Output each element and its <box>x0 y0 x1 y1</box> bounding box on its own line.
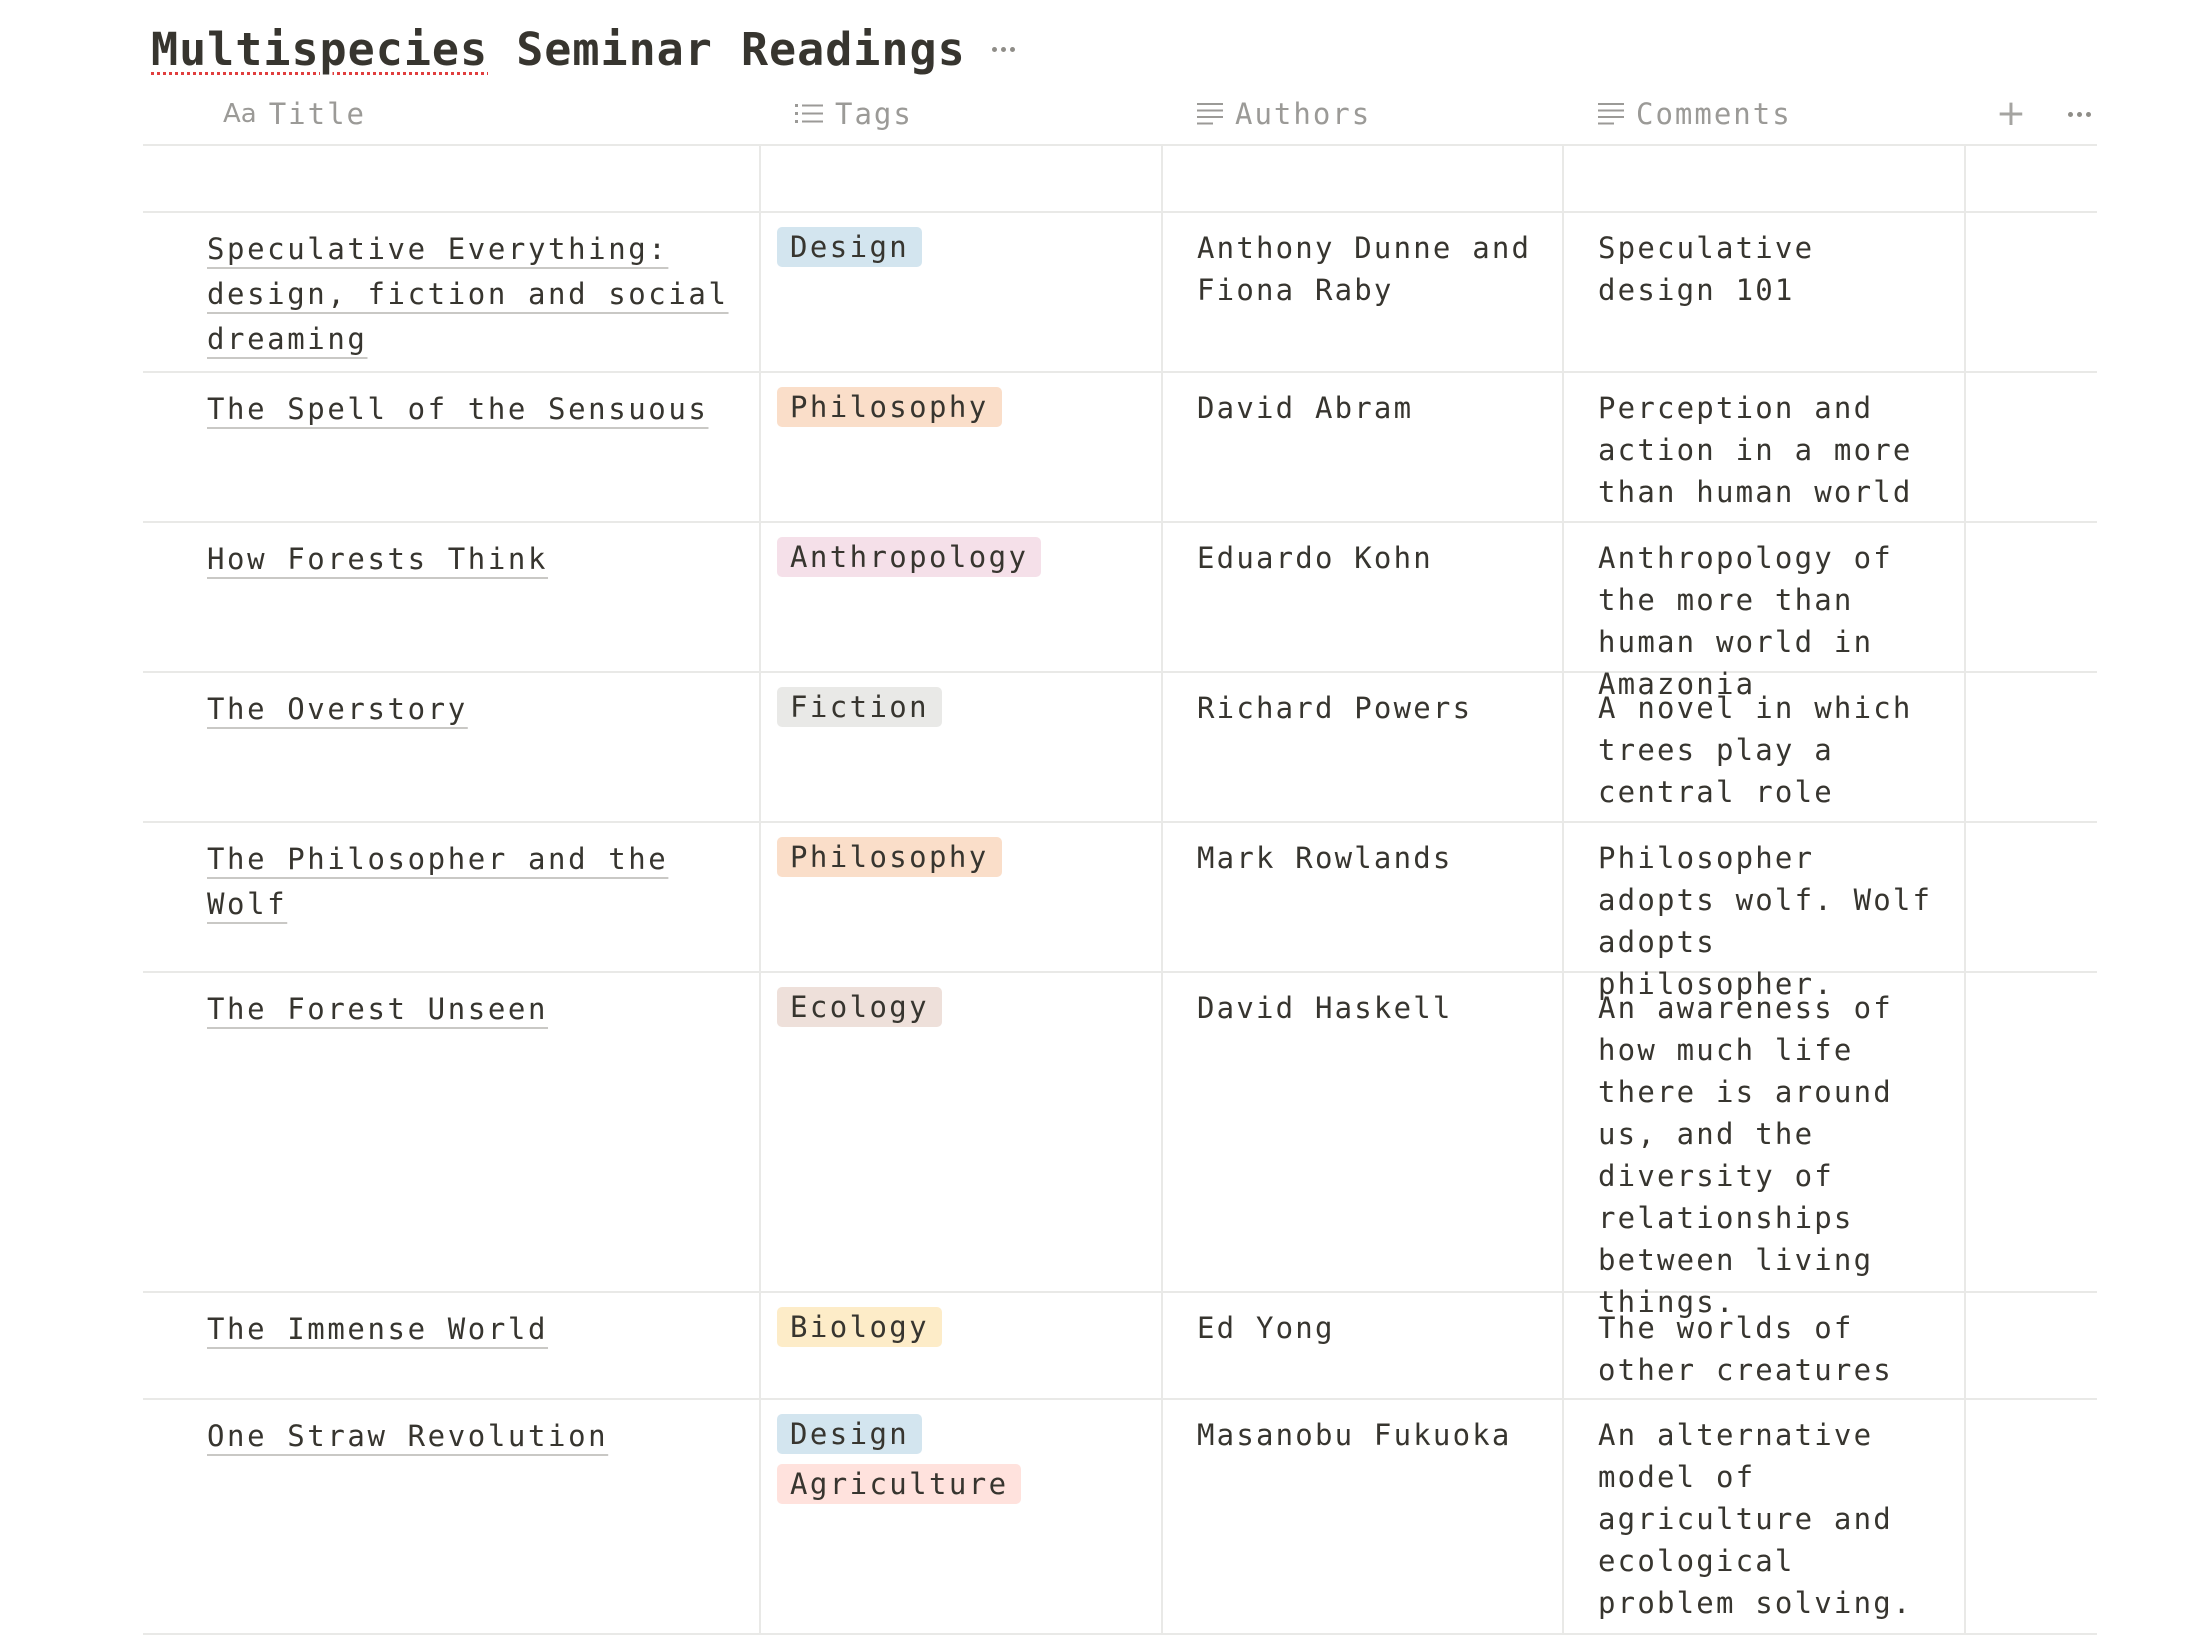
cell-title[interactable] <box>143 373 761 521</box>
cell-extra <box>1966 823 2097 971</box>
cell-comments[interactable] <box>1564 823 1966 1001</box>
cell-authors[interactable] <box>1163 1293 1564 1398</box>
row-title-link[interactable]: The Philosopher and the Wolf <box>207 842 669 921</box>
cell-authors[interactable] <box>1163 823 1564 971</box>
row-title-link[interactable]: How Forests Think <box>207 542 549 576</box>
cell-tags[interactable] <box>761 673 1163 821</box>
text-type-icon: Aa <box>223 99 257 129</box>
row-title-link[interactable]: The Forest Unseen <box>207 992 549 1026</box>
table-row[interactable] <box>143 823 2097 1001</box>
more-options-icon[interactable] <box>2068 112 2091 117</box>
tag-list <box>777 1414 1149 1504</box>
table-row[interactable] <box>143 673 2097 823</box>
cell-extra <box>1966 1400 2097 1633</box>
authors-text: Mark Rowlands <box>1197 841 1453 875</box>
cell-tags[interactable] <box>761 213 1163 371</box>
cell-extra <box>1966 1293 2097 1398</box>
authors-text: David Abram <box>1197 391 1414 425</box>
page-title[interactable] <box>151 23 966 76</box>
cell-tags[interactable] <box>761 1293 1163 1398</box>
list-icon <box>795 103 823 125</box>
tag-badge[interactable]: Anthropology <box>777 537 1041 577</box>
table-row[interactable] <box>143 373 2097 523</box>
cell-authors[interactable] <box>1163 1400 1564 1633</box>
table-row[interactable] <box>143 213 2097 373</box>
cell-tags[interactable] <box>761 823 1163 971</box>
tag-list <box>777 1307 1149 1347</box>
database-table <box>143 84 2097 1635</box>
tag-list <box>777 837 1149 877</box>
table-header <box>143 84 2097 146</box>
cell-title[interactable] <box>143 823 761 971</box>
table-row[interactable] <box>143 1293 2097 1400</box>
tag-list <box>777 387 1149 427</box>
comments-text: Philosopher adopts wolf. Wolf adopts philosopher. <box>1598 841 1952 1001</box>
cell-comments[interactable] <box>1564 213 1966 371</box>
title-more-icon[interactable] <box>992 29 1015 69</box>
text-icon <box>1197 102 1223 126</box>
tag-badge[interactable]: Biology <box>777 1307 942 1347</box>
header-tools <box>1966 84 2097 144</box>
cell-extra <box>1966 146 2097 211</box>
comments-text: Perception and action in a more than human world <box>1598 391 1933 509</box>
cell-title[interactable] <box>143 213 761 371</box>
cell-extra <box>1966 973 2097 1291</box>
tag-badge[interactable]: Philosophy <box>777 837 1002 877</box>
column-header-authors[interactable] <box>1163 84 1564 144</box>
cell-extra <box>1966 373 2097 521</box>
cell-tags[interactable] <box>761 973 1163 1291</box>
tag-badge[interactable]: Ecology <box>777 987 942 1027</box>
cell-tags[interactable] <box>761 373 1163 521</box>
authors-text: Eduardo Kohn <box>1197 541 1433 575</box>
table-row[interactable] <box>143 1400 2097 1635</box>
cell-extra <box>1966 213 2097 371</box>
cell-authors[interactable] <box>1163 213 1564 371</box>
row-title-link[interactable]: Speculative Everything: design, fiction and social dreaming <box>207 232 729 356</box>
add-property-icon[interactable]: + <box>1995 93 2028 134</box>
cell-authors[interactable] <box>1163 373 1564 521</box>
cell-authors[interactable] <box>1163 973 1564 1291</box>
cell-comments[interactable] <box>1564 673 1966 821</box>
cell-tags[interactable] <box>761 146 1163 211</box>
tag-badge[interactable]: Design <box>777 1414 922 1454</box>
page-title-word1: Multispecies <box>151 22 489 76</box>
authors-text: Anthony Dunne and Fiona Raby <box>1197 231 1551 307</box>
tag-list <box>777 687 1149 727</box>
cell-tags[interactable] <box>761 523 1163 671</box>
table-row[interactable] <box>143 973 2097 1319</box>
cell-comments[interactable] <box>1564 523 1966 701</box>
cell-extra <box>1966 523 2097 671</box>
row-title-link[interactable]: The Immense World <box>207 1312 549 1346</box>
text-icon <box>1598 102 1624 126</box>
cell-title[interactable] <box>143 146 761 211</box>
cell-extra <box>1966 673 2097 821</box>
column-header-title[interactable] <box>143 84 761 144</box>
column-header-comments[interactable] <box>1564 84 1966 144</box>
column-header-label: Comments <box>1636 97 1792 131</box>
cell-tags[interactable] <box>761 1400 1163 1633</box>
comments-text: Anthropology of the more than human world in Amazonia <box>1598 541 1913 701</box>
cell-comments[interactable] <box>1564 973 1966 1319</box>
comments-text: The worlds of other creatures <box>1598 1311 1893 1387</box>
cell-authors[interactable] <box>1163 146 1564 211</box>
column-header-tags[interactable] <box>761 84 1163 144</box>
cell-comments[interactable] <box>1564 373 1966 521</box>
cell-title[interactable] <box>143 1293 761 1398</box>
cell-title[interactable] <box>143 973 761 1291</box>
cell-comments[interactable] <box>1564 146 1966 211</box>
database-title-row <box>151 14 1015 84</box>
table-row-empty[interactable] <box>143 146 2097 213</box>
tag-list <box>777 537 1149 577</box>
tag-list <box>777 227 1149 267</box>
page-title-rest: Seminar Readings <box>488 22 966 76</box>
comments-text: A novel in which trees play a central role <box>1598 691 1933 809</box>
cell-authors[interactable] <box>1163 523 1564 671</box>
comments-text: An alternative model of agriculture and ecological problem solving. <box>1598 1418 1913 1620</box>
cell-comments[interactable] <box>1564 1400 1966 1633</box>
row-title-link[interactable]: The Overstory <box>207 692 468 726</box>
table-row[interactable] <box>143 523 2097 701</box>
table-body <box>143 213 2097 1635</box>
authors-text: Ed Yong <box>1197 1311 1335 1345</box>
comments-text: Speculative design 101 <box>1598 231 1834 307</box>
cell-title[interactable] <box>143 1400 761 1633</box>
tag-badge[interactable]: Philosophy <box>777 387 1002 427</box>
column-header-label: Tags <box>835 97 913 131</box>
authors-text: Masanobu Fukuoka <box>1197 1418 1512 1452</box>
authors-text: Richard Powers <box>1197 691 1473 725</box>
cell-title[interactable] <box>143 673 761 821</box>
column-header-label: Title <box>268 97 367 131</box>
comments-text: An awareness of how much life there is around us, and the diversity of relationships between living things. <box>1598 991 1913 1319</box>
row-title-link[interactable]: The Spell of the Sensuous <box>207 392 709 426</box>
column-header-label: Authors <box>1235 97 1372 131</box>
cell-authors[interactable] <box>1163 673 1564 821</box>
tag-badge[interactable]: Design <box>777 227 922 267</box>
row-title-link[interactable]: One Straw Revolution <box>207 1419 609 1453</box>
cell-title[interactable] <box>143 523 761 671</box>
tag-badge[interactable]: Agriculture <box>777 1464 1021 1504</box>
authors-text: David Haskell <box>1197 991 1453 1025</box>
tag-badge[interactable]: Fiction <box>777 687 942 727</box>
tag-list <box>777 987 1149 1027</box>
cell-comments[interactable] <box>1564 1293 1966 1398</box>
